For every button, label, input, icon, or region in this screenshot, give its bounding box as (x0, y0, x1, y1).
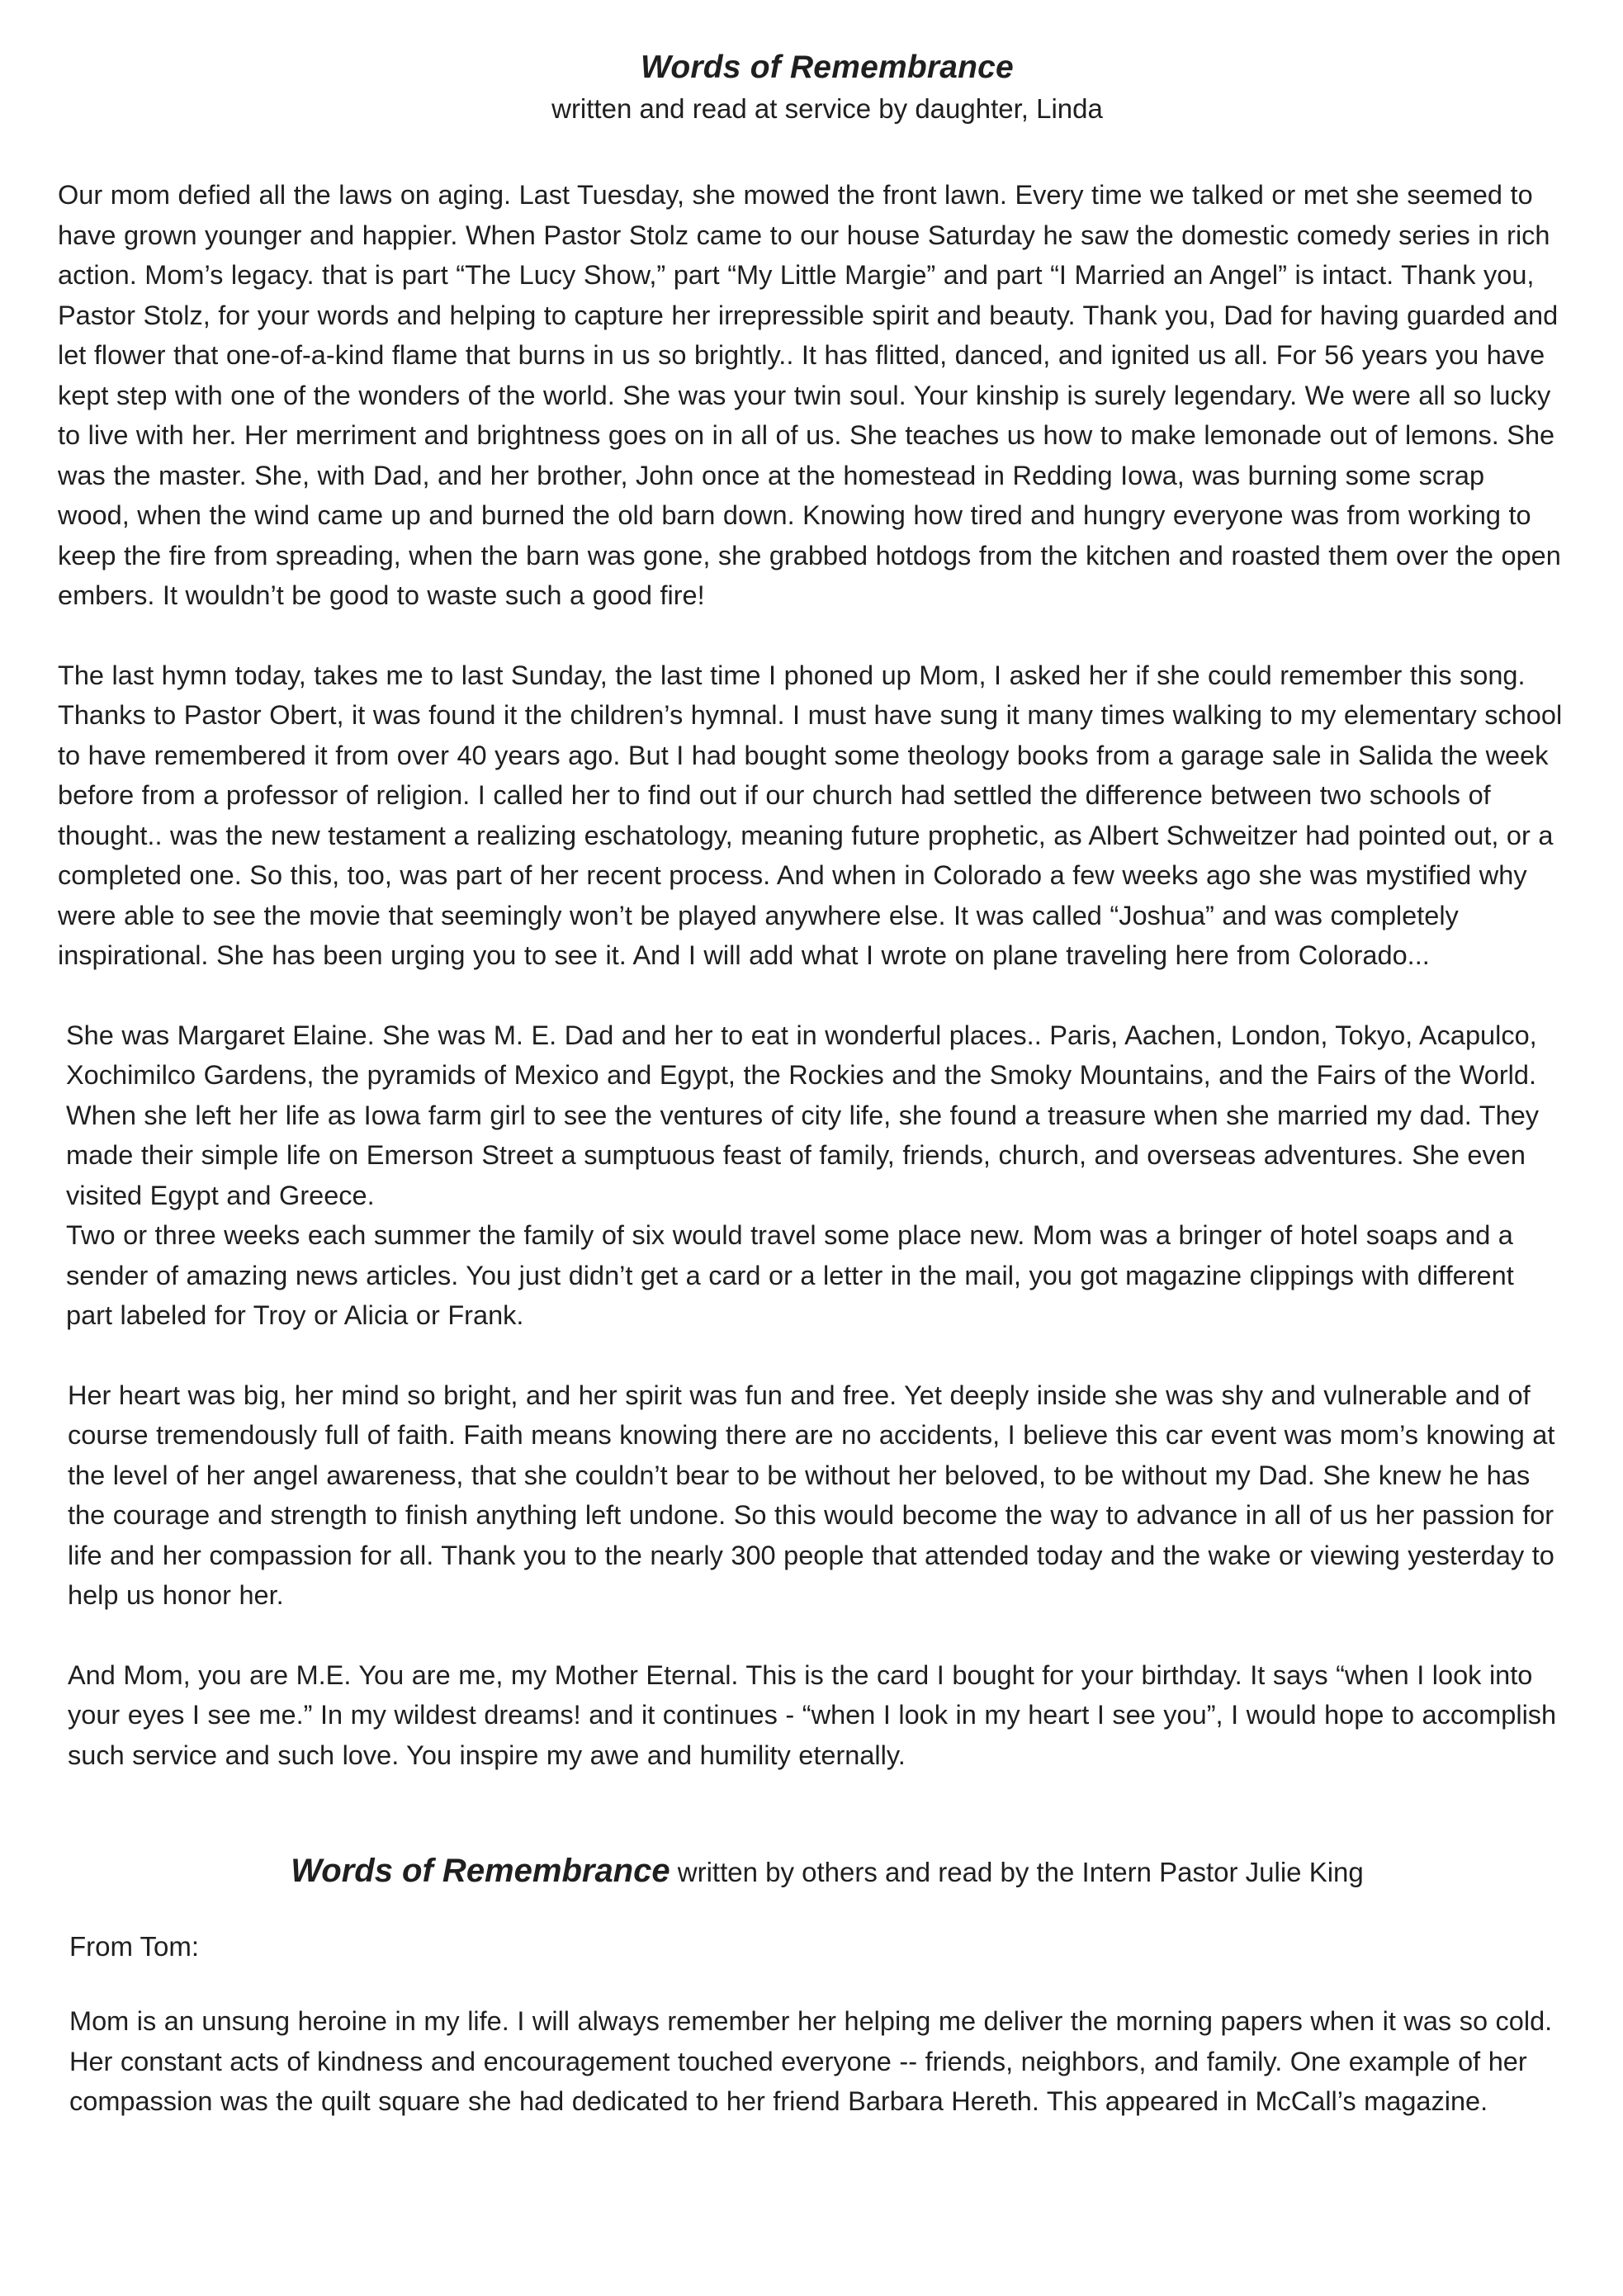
section-heading-others (91, 1851, 1564, 1892)
paragraph-margaret-elaine: She was Margaret Elaine. She was M. E. Dad and her to eat in wonderful places.. Paris, Aachen, London, Tokyo, Acapulco, Xochimilco Gardens, the pyramids of Mexico and Egypt, the Rockies and the Smoky Mountains, and the Fairs of the World. When she left her life as Iowa farm girl to see the ventures of city life, she found a treasure when she married my dad. They made their simple life on Emerson Street a sumptuous feast of family, friends, church, and overseas adventures. She even visited Egypt and Greece. (66, 1020, 1540, 1210)
page-subtitle: written and read at service by daughter, Linda (551, 93, 1103, 124)
document-header (91, 46, 1564, 127)
paragraph-aging: Our mom defied all the laws on aging. Last Tuesday, she mowed the front lawn. Every time we talked or met she seemed to have grown younger and happier. When Pastor Stolz came to our house Saturday he saw the domestic comedy series in rich action. Mom’s legacy. that is part “The Lucy Show,” part “My Little Margie” and part “I Married an Angel” is intact. Thank you, Pastor Stolz, for your words and helping to capture her irrepressible spirit and beauty. Thank you, Dad for having guarded and let flower that one-of-a-kind flame that burns in us so brightly.. It has flitted, danced, and ignited us all. For 56 years you have kept step with one of the wonders of the world. She was your twin soul. Your kinship is surely legendary. We were all so lucky to live with her. Her merriment and brightness goes on in all of us. She teaches us how to make lemonade out of lemons. She was the master. She, with Dad, and her brother, John once at the homestead in Redding Iowa, was burning some scrap wood, when the wind came up and burned the old barn down. Knowing how tired and hungry everyone was from working to keep the fire from spreading, when the barn was gone, she grabbed hotdogs from the kitchen and roasted them over the open embers. It wouldn’t be good to waste such a good fire! (58, 180, 1561, 610)
section-title: Words of Remembrance (291, 1853, 670, 1889)
page-title: Words of Remembrance (641, 50, 1014, 85)
paragraph-heart-big: Her heart was big, her mind so bright, and her spirit was fun and free. Yet deeply inside she was shy and vulnerable and of course tremendously full of faith. Faith means knowing there are no accidents, I believe this car event was mom’s knowing at the level of her angel awareness, that she couldn’t bear to be without her beloved, to be without my Dad. She knew he has the courage and strength to finish anything left undone. So this would become the way to advance in all of us her passion for life and her compassion for all. Thank you to the nearly 300 people that attended today and the wake or viewing yesterday to help us honor her. (68, 1380, 1555, 1610)
section-subtitle: written by others and read by the Intern Pastor Julie King (670, 1857, 1364, 1887)
paragraph-summer-travel: Two or three weeks each summer the family of six would travel some place new. Mom was a bringer of hotel soaps and a sender of amazing news articles. You just didn’t get a card or a letter in the mail, you got magazine clippings with different part labeled for Troy or Alicia or Frank. (66, 1220, 1514, 1330)
paragraph-last-hymn: The last hymn today, takes me to last Sunday, the last time I phoned up Mom, I asked her if she could remember this song. Thanks to Pastor Obert, it was found it the children’s hymnal. I must have sung it many times walking to my elementary school to have remembered it from over 40 years ago. But I had bought some theology books from a garage sale in Salida the week before from a professor of religion. I called her to find out if our church had settled the difference between two schools of thought.. was the new testament a realizing eschatology, meaning future prophetic, as Albert Schweitzer had pointed out, or a completed one. So this, too, was part of her recent process. And when in Colorado a few weeks ago she was mystified why were able to see the movie that seemingly won’t be played anywhere else. It was called “Joshua” and was completely inspirational. She has been urging you to see it. And I will add what I wrote on plane traveling here from Colorado... (58, 660, 1563, 970)
from-label: From Tom: (69, 1931, 200, 1962)
paragraph-tom: Mom is an unsung heroine in my life. I will always remember her helping me deliver the morning papers when it was so cold. Her constant acts of kindness and encouragement touched everyone -- friends, neighbors, and family. One example of her compassion was the quilt square she had dedicated to her friend Barbara Hereth. This appeared in McCall’s magazine. (69, 2006, 1553, 2116)
paragraph-mother-eternal: And Mom, you are M.E. You are me, my Mother Eternal. This is the card I bought for your birthday. It says “when I look into your eyes I see me.” In my wildest dreams! and it continues - “when I look in my heart I see you”, I would hope to accomplish such service and such love. You inspire my awe and humility eternally. (68, 1659, 1557, 1770)
